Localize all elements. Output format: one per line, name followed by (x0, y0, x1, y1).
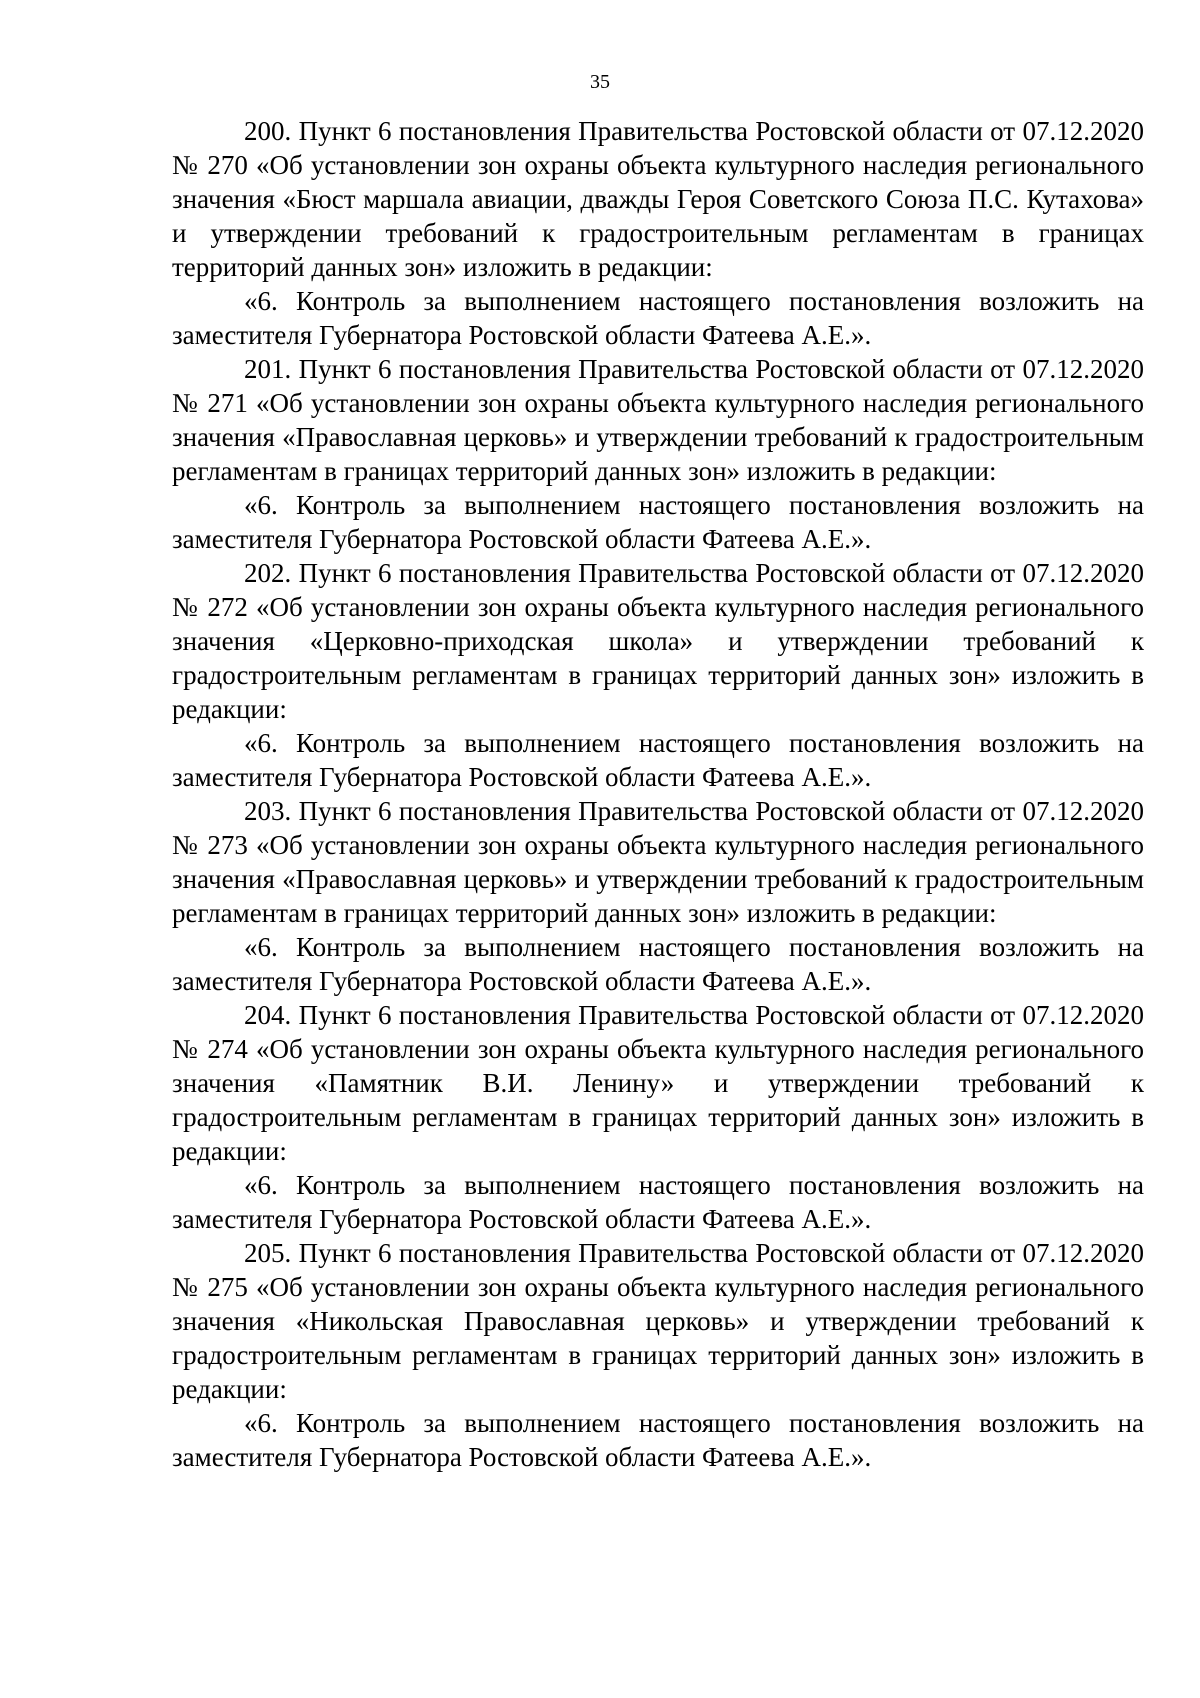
paragraph-item-200: 200. Пункт 6 постановления Правительства Ростовской области от 07.12.2020 № 270 «Об установлении зон охраны объекта культурного наследия регионального значения «Бюст маршала авиации, дважды Героя Советского Союза П.С. Кутахова» и утверждении требований к градостроительным регламентам в границах территорий данных зон» изложить в редакции: (172, 116, 1144, 282)
paragraph-item-203: 203. Пункт 6 постановления Правительства Ростовской области от 07.12.2020 № 273 «Об установлении зон охраны объекта культурного наследия регионального значения «Православная церковь» и утверждении требований к градостроительным регламентам в границах территорий данных зон» изложить в редакции: (172, 796, 1144, 928)
page-number: 35 (590, 71, 610, 93)
document-body (172, 114, 1144, 1474)
paragraph-amendment-203: «6. Контроль за выполнением настоящего постановления возложить на заместителя Губернатора Ростовской области Фатеева А.Е.». (172, 932, 1144, 996)
paragraph-item-201: 201. Пункт 6 постановления Правительства Ростовской области от 07.12.2020 № 271 «Об установлении зон охраны объекта культурного наследия регионального значения «Православная церковь» и утверждении требований к градостроительным регламентам в границах территорий данных зон» изложить в редакции: (172, 354, 1144, 486)
paragraph-item-204: 204. Пункт 6 постановления Правительства Ростовской области от 07.12.2020 № 274 «Об установлении зон охраны объекта культурного наследия регионального значения «Памятник В.И. Ленину» и утверждении требований к градостроительным регламентам в границах территорий данных зон» изложить в редакции: (172, 1000, 1144, 1166)
paragraph-amendment-205: «6. Контроль за выполнением настоящего постановления возложить на заместителя Губернатора Ростовской области Фатеева А.Е.». (172, 1408, 1144, 1472)
paragraph-amendment-200: «6. Контроль за выполнением настоящего постановления возложить на заместителя Губернатора Ростовской области Фатеева А.Е.». (172, 286, 1144, 350)
paragraph-amendment-201: «6. Контроль за выполнением настоящего постановления возложить на заместителя Губернатора Ростовской области Фатеева А.Е.». (172, 490, 1144, 554)
paragraph-amendment-204: «6. Контроль за выполнением настоящего постановления возложить на заместителя Губернатора Ростовской области Фатеева А.Е.». (172, 1170, 1144, 1234)
paragraph-item-205: 205. Пункт 6 постановления Правительства Ростовской области от 07.12.2020 № 275 «Об установлении зон охраны объекта культурного наследия регионального значения «Никольская Православная церковь» и утверждении требований к градостроительным регламентам в границах территорий данных зон» изложить в редакции: (172, 1238, 1144, 1404)
paragraph-amendment-202: «6. Контроль за выполнением настоящего постановления возложить на заместителя Губернатора Ростовской области Фатеева А.Е.». (172, 728, 1144, 792)
paragraph-item-202: 202. Пункт 6 постановления Правительства Ростовской области от 07.12.2020 № 272 «Об установлении зон охраны объекта культурного наследия регионального значения «Церковно-приходская школа» и утверждении требований к градостроительным регламентам в границах территорий данных зон» изложить в редакции: (172, 558, 1144, 724)
